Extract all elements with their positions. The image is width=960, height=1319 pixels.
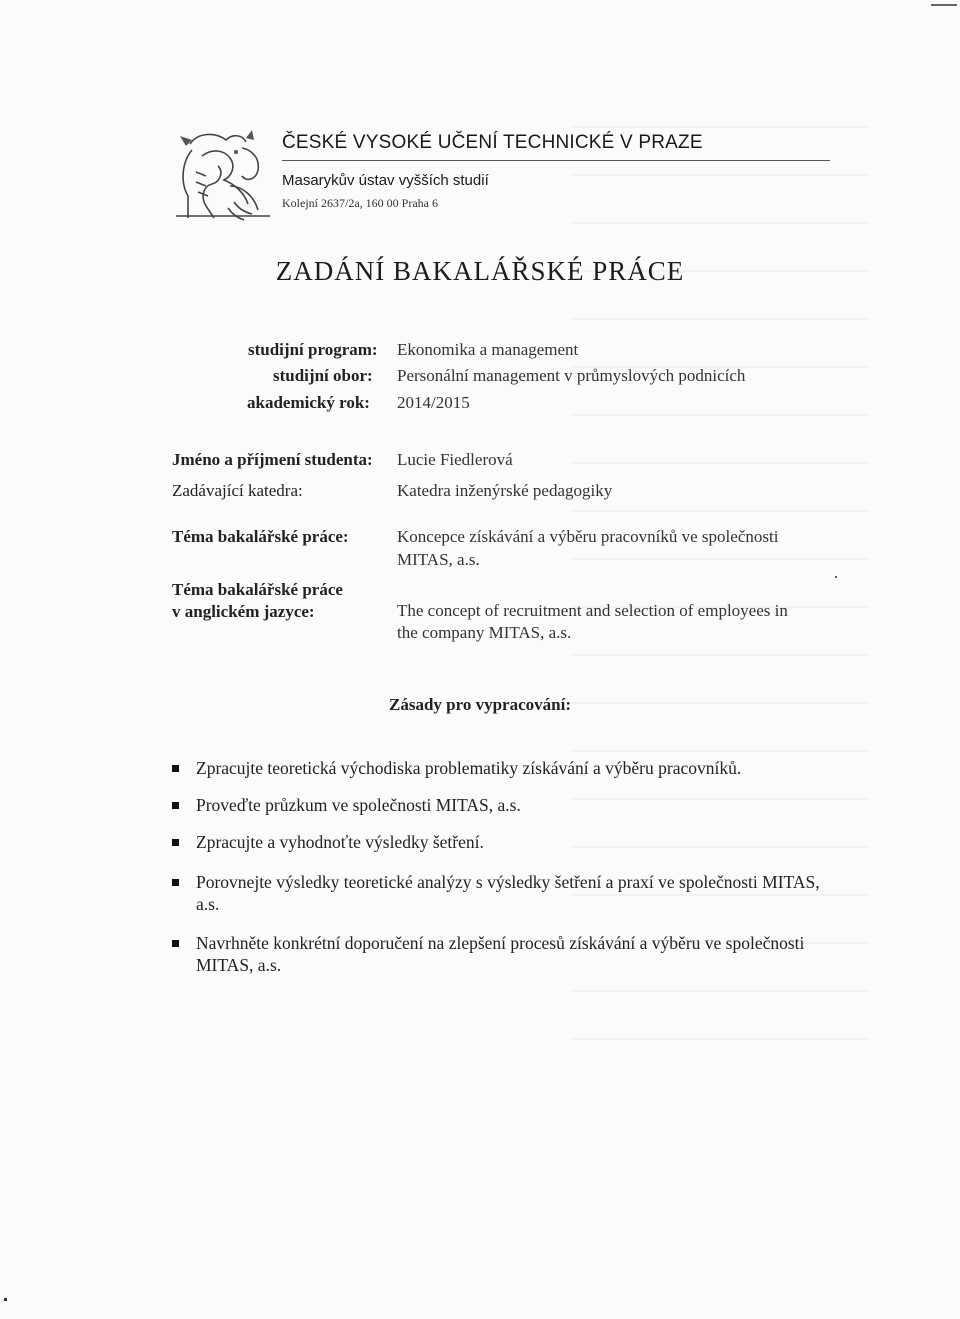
academic-year-value: 2014/2015	[397, 393, 470, 412]
bullet-square-icon	[172, 839, 179, 846]
student-name-label: Jméno a příjmení studenta:	[172, 450, 373, 469]
study-field-value: Personální management v průmyslových podnicích	[397, 366, 746, 385]
header-rule	[282, 160, 830, 161]
bullet-square-icon	[172, 940, 179, 947]
topic-label: Téma bakalářské práce:	[172, 527, 349, 546]
study-program-label: studijní program:	[248, 340, 378, 359]
topic-en-value-line2: the company MITAS, a.s.	[397, 623, 572, 642]
institution-name: ČESKÉ VYSOKÉ UČENÍ TECHNICKÉ V PRAZE	[282, 132, 703, 153]
topic-value-line1: Koncepce získávání a výběru pracovníků ve společnosti	[397, 527, 779, 546]
study-program-value: Ekonomika a management	[397, 340, 579, 359]
bullet-square-icon	[172, 765, 179, 772]
bullet-square-icon	[172, 802, 179, 809]
institution-address: Kolejní 2637/2a, 160 00 Praha 6	[282, 196, 438, 210]
student-name-value: Lucie Fiedlerová	[397, 450, 513, 469]
topic-en-value-line1: The concept of recruitment and selection of employees in	[397, 601, 788, 620]
bullet-square-icon	[172, 879, 179, 886]
study-field-label: studijní obor:	[273, 366, 373, 385]
topic-en-label-line1: Téma bakalářské práce	[172, 580, 343, 599]
document-title: ZADÁNÍ BAKALÁŘSKÉ PRÁCE	[275, 256, 685, 286]
scan-edge-mark	[931, 4, 957, 6]
cvut-lion-logo	[172, 126, 274, 224]
topic-value-line2: MITAS, a.s.	[397, 550, 480, 569]
topic-en-label-line2: v anglickém jazyce:	[172, 602, 315, 621]
scan-speck	[835, 576, 837, 578]
institution-department: Masarykův ústav vyšších studií	[282, 172, 489, 189]
department-value: Katedra inženýrské pedagogiky	[397, 481, 613, 500]
academic-year-label: akademický rok:	[247, 393, 370, 412]
document-page: ČESKÉ VYSOKÉ UČENÍ TECHNICKÉ V PRAZE Masarykův ústav vyšších studií Kolejní 2637/2a, 160 00 Praha 6 ZADÁNÍ BAKALÁŘSKÉ PRÁCE studijní program: Ekonomika a management studijní obor: Personální management v průmyslových podnicích akademický rok: 2014/2015 Jméno a příjmení studenta: Lucie Fiedlerová Zadávající katedra: Katedra inženýrské pedagogiky Téma bakalářské práce: Koncepce získávání a výběru pracovníků ve společnosti MITAS, a.s. Téma bakalářské práce v anglickém jazyce: The concept of recruitment and selection of employees in the company MITAS, a.s. Zásady pro vypracování: Zpracujte teoretická východiska problematiky získávání a výběru pracovníků. Proveďte průzkum ve společnosti MITAS, a.s. Zpracujte a vyhodnoťte výsledky šetření. Porovnejte výsledky teoretické analýzy s výsledky šetření a praxí ve společnosti MITAS, a.s. Navrhněte konkrétní doporučení na zlepšení procesů získávání a výběru ve společnosti MITAS, a.s.	[0, 0, 960, 1319]
department-label: Zadávající katedra:	[172, 481, 303, 500]
guidelines-title: Zásady pro vypracování:	[389, 695, 571, 714]
scan-dot	[4, 1298, 7, 1301]
